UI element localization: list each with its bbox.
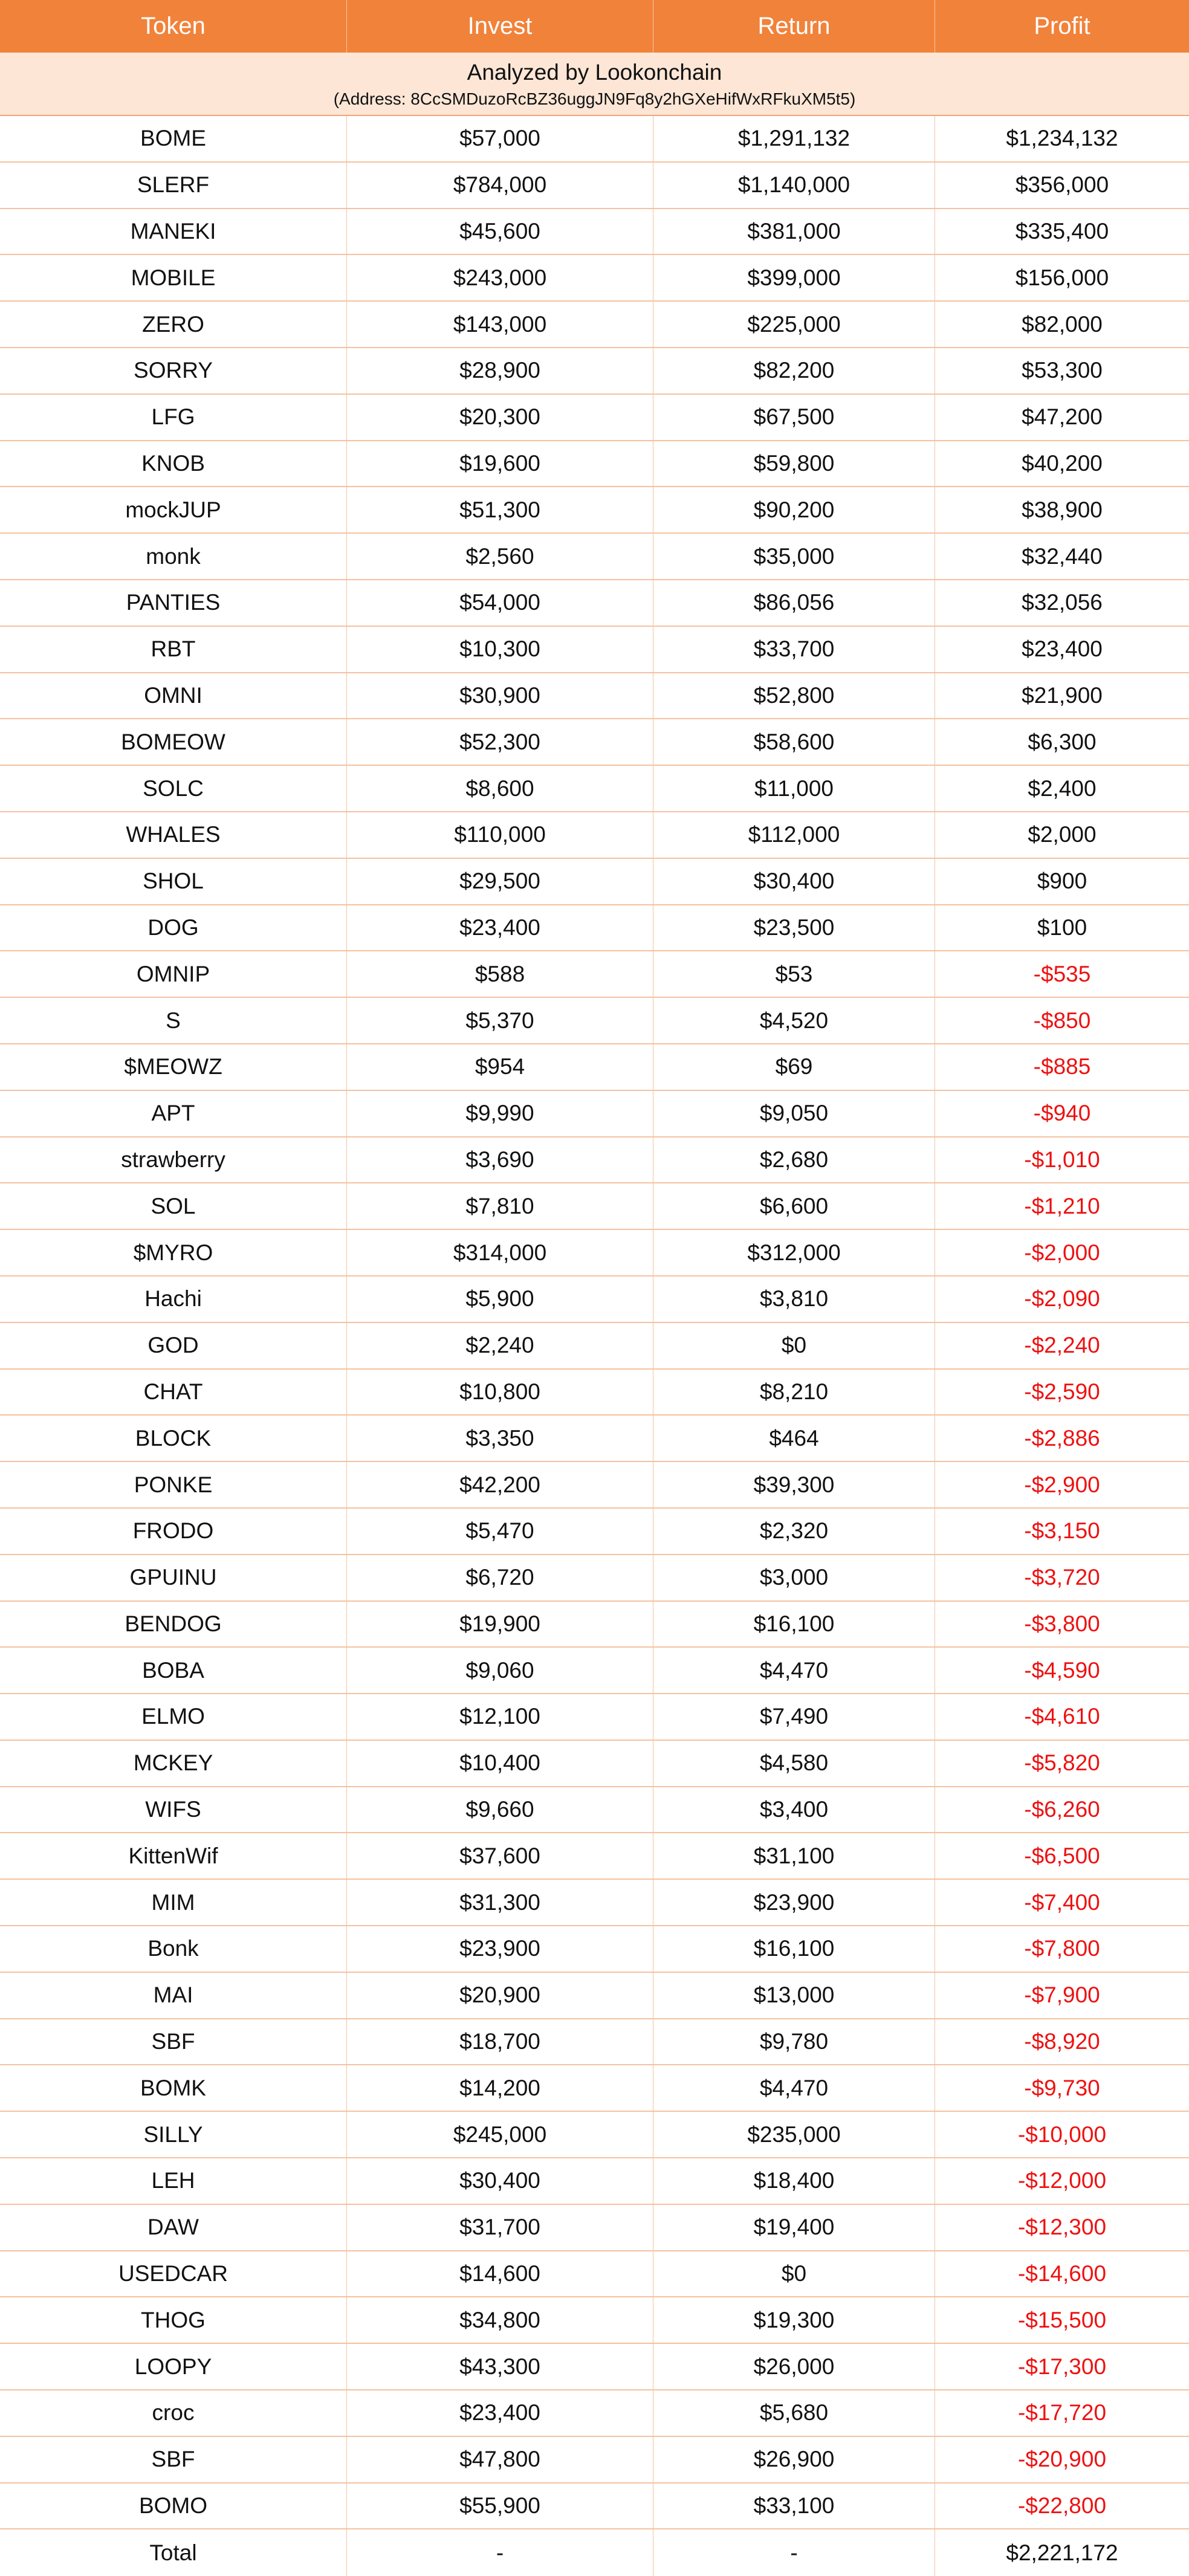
return-cell: $464 bbox=[653, 1416, 935, 1461]
table-row bbox=[0, 812, 1189, 859]
return-cell: $4,470 bbox=[653, 1648, 935, 1693]
table-row bbox=[0, 209, 1189, 256]
table-row bbox=[0, 1091, 1189, 1138]
invest-cell: $143,000 bbox=[347, 302, 653, 347]
token-cell: SBF bbox=[0, 2019, 347, 2065]
profit-cell: -$4,610 bbox=[1024, 1704, 1100, 1729]
total-row bbox=[0, 2529, 1189, 2576]
invest-cell: $52,300 bbox=[347, 719, 653, 765]
token-cell: PONKE bbox=[0, 1462, 347, 1507]
token-cell: LEH bbox=[0, 2158, 347, 2204]
return-cell: $90,200 bbox=[653, 487, 935, 532]
table-row bbox=[0, 2251, 1189, 2298]
token-cell: FRODO bbox=[0, 1509, 347, 1554]
invest-cell: $45,600 bbox=[347, 209, 653, 254]
return-cell: $399,000 bbox=[653, 255, 935, 300]
return-cell: $67,500 bbox=[653, 395, 935, 440]
invest-cell: $6,720 bbox=[347, 1555, 653, 1600]
token-cell: S bbox=[0, 998, 347, 1043]
profit-cell: -$5,820 bbox=[1024, 1750, 1100, 1776]
profit-cell: -$940 bbox=[1033, 1101, 1091, 1126]
return-cell: $16,100 bbox=[653, 1926, 935, 1972]
invest-cell: $30,400 bbox=[347, 2158, 653, 2204]
profit-cell: -$7,900 bbox=[1024, 1982, 1100, 2008]
token-cell: Hachi bbox=[0, 1277, 347, 1322]
table-row bbox=[0, 1370, 1189, 1416]
return-cell: $2,320 bbox=[653, 1509, 935, 1554]
token-cell: SLERF bbox=[0, 163, 347, 208]
invest-cell: $5,470 bbox=[347, 1509, 653, 1554]
token-cell: SILLY bbox=[0, 2112, 347, 2157]
invest-cell: $30,900 bbox=[347, 673, 653, 719]
return-cell: $4,520 bbox=[653, 998, 935, 1043]
token-cell: OMNI bbox=[0, 673, 347, 719]
return-cell: $3,000 bbox=[653, 1555, 935, 1600]
return-cell: $86,056 bbox=[653, 580, 935, 626]
invest-cell: $3,690 bbox=[347, 1138, 653, 1183]
return-cell: $18,400 bbox=[653, 2158, 935, 2204]
token-cell: BLOCK bbox=[0, 1416, 347, 1461]
profit-cell: -$535 bbox=[1033, 961, 1091, 986]
invest-cell: - bbox=[347, 2529, 653, 2576]
token-cell: mockJUP bbox=[0, 487, 347, 532]
table-row bbox=[0, 395, 1189, 441]
token-cell: BOME bbox=[0, 116, 347, 161]
return-cell: $8,210 bbox=[653, 1370, 935, 1415]
table-row bbox=[0, 859, 1189, 905]
profit-cell: -$12,000 bbox=[1017, 2168, 1107, 2193]
return-cell: $381,000 bbox=[653, 209, 935, 254]
invest-cell: $19,600 bbox=[347, 441, 653, 487]
profit-cell: $32,056 bbox=[1022, 590, 1103, 615]
token-cell: BOMEOW bbox=[0, 719, 347, 765]
analysis-banner bbox=[0, 53, 1189, 116]
profit-cell: -$6,500 bbox=[1024, 1843, 1100, 1868]
table-row bbox=[0, 766, 1189, 812]
header-invest: Invest bbox=[347, 0, 653, 53]
return-cell: $6,600 bbox=[653, 1183, 935, 1229]
return-cell: $53 bbox=[653, 951, 935, 997]
invest-cell: $20,300 bbox=[347, 395, 653, 440]
return-cell: $26,900 bbox=[653, 2437, 935, 2482]
return-cell: $16,100 bbox=[653, 1602, 935, 1647]
table-row bbox=[0, 1230, 1189, 1277]
token-cell: ZERO bbox=[0, 302, 347, 347]
token-cell: MCKEY bbox=[0, 1741, 347, 1786]
profit-cell: -$7,800 bbox=[1024, 1936, 1100, 1961]
table-row bbox=[0, 2390, 1189, 2437]
profit-cell: -$3,150 bbox=[1024, 1518, 1100, 1544]
invest-cell: $9,660 bbox=[347, 1787, 653, 1833]
invest-cell: $23,400 bbox=[347, 905, 653, 951]
invest-cell: $31,700 bbox=[347, 2205, 653, 2250]
profit-cell: -$6,260 bbox=[1024, 1797, 1100, 1822]
table-row bbox=[0, 580, 1189, 627]
table-row bbox=[0, 1277, 1189, 1323]
profit-cell: $100 bbox=[1037, 914, 1087, 940]
token-cell: PANTIES bbox=[0, 580, 347, 626]
table-row bbox=[0, 2112, 1189, 2158]
profit-cell: $38,900 bbox=[1022, 497, 1103, 522]
profit-cell: -$3,720 bbox=[1024, 1565, 1100, 1590]
profit-cell: $47,200 bbox=[1022, 404, 1103, 430]
invest-cell: $588 bbox=[347, 951, 653, 997]
table-row bbox=[0, 1602, 1189, 1648]
invest-cell: $10,300 bbox=[347, 627, 653, 672]
token-cell: BENDOG bbox=[0, 1602, 347, 1647]
profit-cell: $6,300 bbox=[1028, 729, 1097, 754]
token-cell: DOG bbox=[0, 905, 347, 951]
invest-cell: $2,240 bbox=[347, 1323, 653, 1368]
profit-cell: -$4,590 bbox=[1024, 1657, 1100, 1683]
table-row bbox=[0, 719, 1189, 766]
profit-cell: -$885 bbox=[1033, 1054, 1091, 1079]
table-row bbox=[0, 1741, 1189, 1787]
table-row bbox=[0, 951, 1189, 998]
table-header-row bbox=[0, 0, 1189, 53]
invest-cell: $314,000 bbox=[347, 1230, 653, 1275]
table-row bbox=[0, 441, 1189, 488]
token-cell: MANEKI bbox=[0, 209, 347, 254]
invest-cell: $54,000 bbox=[347, 580, 653, 626]
invest-cell: $9,990 bbox=[347, 1091, 653, 1136]
return-cell: $7,490 bbox=[653, 1694, 935, 1739]
invest-cell: $31,300 bbox=[347, 1880, 653, 1925]
return-cell: $11,000 bbox=[653, 766, 935, 811]
return-cell: $31,100 bbox=[653, 1833, 935, 1879]
return-cell: $82,200 bbox=[653, 348, 935, 393]
invest-cell: $51,300 bbox=[347, 487, 653, 532]
profit-cell: -$1,010 bbox=[1024, 1147, 1100, 1172]
profit-cell: -$2,090 bbox=[1024, 1286, 1100, 1312]
token-cell: LOOPY bbox=[0, 2344, 347, 2389]
token-cell: RBT bbox=[0, 627, 347, 672]
return-cell: $58,600 bbox=[653, 719, 935, 765]
invest-cell: $954 bbox=[347, 1044, 653, 1090]
profit-cell: -$8,920 bbox=[1024, 2029, 1100, 2054]
return-cell: $59,800 bbox=[653, 441, 935, 487]
table-row bbox=[0, 348, 1189, 395]
token-cell: CHAT bbox=[0, 1370, 347, 1415]
token-cell: SOL bbox=[0, 1183, 347, 1229]
invest-cell: $2,560 bbox=[347, 534, 653, 579]
profit-cell: $40,200 bbox=[1022, 450, 1103, 476]
profit-cell: $335,400 bbox=[1015, 218, 1109, 244]
token-cell: KNOB bbox=[0, 441, 347, 487]
table-row bbox=[0, 1183, 1189, 1230]
invest-cell: $243,000 bbox=[347, 255, 653, 300]
token-cell: BOMK bbox=[0, 2065, 347, 2111]
profit-cell: -$17,720 bbox=[1017, 2400, 1107, 2426]
token-cell: DAW bbox=[0, 2205, 347, 2250]
table-row bbox=[0, 1555, 1189, 1602]
return-cell: $33,100 bbox=[653, 2484, 935, 2529]
invest-cell: $12,100 bbox=[347, 1694, 653, 1739]
table-row bbox=[0, 1926, 1189, 1973]
return-cell: $4,580 bbox=[653, 1741, 935, 1786]
token-cell: MOBILE bbox=[0, 255, 347, 300]
token-cell: SOLC bbox=[0, 766, 347, 811]
token-cell: WIFS bbox=[0, 1787, 347, 1833]
token-cell: $MYRO bbox=[0, 1230, 347, 1275]
invest-cell: $9,060 bbox=[347, 1648, 653, 1693]
invest-cell: $23,400 bbox=[347, 2390, 653, 2436]
table-row bbox=[0, 1509, 1189, 1555]
invest-cell: $18,700 bbox=[347, 2019, 653, 2065]
invest-cell: $245,000 bbox=[347, 2112, 653, 2157]
invest-cell: $10,400 bbox=[347, 1741, 653, 1786]
profit-cell: $2,400 bbox=[1028, 775, 1097, 801]
invest-cell: $47,800 bbox=[347, 2437, 653, 2482]
return-cell: $19,300 bbox=[653, 2297, 935, 2343]
profit-cell: $2,221,172 bbox=[1006, 2540, 1118, 2565]
token-cell: SBF bbox=[0, 2437, 347, 2482]
table-row bbox=[0, 116, 1189, 163]
token-cell: USEDCAR bbox=[0, 2251, 347, 2297]
token-cell: APT bbox=[0, 1091, 347, 1136]
table-row bbox=[0, 1787, 1189, 1834]
return-cell: $9,050 bbox=[653, 1091, 935, 1136]
invest-cell: $34,800 bbox=[347, 2297, 653, 2343]
token-cell: LFG bbox=[0, 395, 347, 440]
profit-cell: -$3,800 bbox=[1024, 1611, 1100, 1636]
table-row bbox=[0, 998, 1189, 1044]
token-cell: $MEOWZ bbox=[0, 1044, 347, 1090]
table-row bbox=[0, 2158, 1189, 2205]
return-cell: $26,000 bbox=[653, 2344, 935, 2389]
return-cell: $13,000 bbox=[653, 1973, 935, 2018]
invest-cell: $7,810 bbox=[347, 1183, 653, 1229]
profit-cell: -$14,600 bbox=[1017, 2261, 1107, 2286]
return-cell: $235,000 bbox=[653, 2112, 935, 2157]
profit-cell: $82,000 bbox=[1022, 311, 1103, 337]
profit-cell: -$1,210 bbox=[1024, 1193, 1100, 1218]
token-cell: WHALES bbox=[0, 812, 347, 858]
invest-cell: $10,800 bbox=[347, 1370, 653, 1415]
table-row bbox=[0, 2344, 1189, 2390]
return-cell: $30,400 bbox=[653, 859, 935, 904]
return-cell: $39,300 bbox=[653, 1462, 935, 1507]
token-cell: GOD bbox=[0, 1323, 347, 1368]
return-cell: $0 bbox=[653, 2251, 935, 2297]
return-cell: $23,900 bbox=[653, 1880, 935, 1925]
header-profit: Profit bbox=[1034, 13, 1090, 39]
invest-cell: $5,900 bbox=[347, 1277, 653, 1322]
return-cell: $5,680 bbox=[653, 2390, 935, 2436]
token-cell: MIM bbox=[0, 1880, 347, 1925]
profit-cell: -$2,590 bbox=[1024, 1379, 1100, 1404]
token-cell: OMNIP bbox=[0, 951, 347, 997]
invest-cell: $28,900 bbox=[347, 348, 653, 393]
return-cell: $112,000 bbox=[653, 812, 935, 858]
table-row bbox=[0, 163, 1189, 209]
table-row bbox=[0, 627, 1189, 673]
invest-cell: $43,300 bbox=[347, 2344, 653, 2389]
return-cell: $33,700 bbox=[653, 627, 935, 672]
profit-cell: $32,440 bbox=[1022, 543, 1103, 569]
return-cell: $3,810 bbox=[653, 1277, 935, 1322]
table-row bbox=[0, 2205, 1189, 2251]
table-row bbox=[0, 1973, 1189, 2019]
profit-cell: $900 bbox=[1037, 869, 1087, 894]
table-row bbox=[0, 905, 1189, 952]
table-row bbox=[0, 1462, 1189, 1509]
return-cell: - bbox=[653, 2529, 935, 2576]
invest-cell: $14,600 bbox=[347, 2251, 653, 2297]
profit-cell: $21,900 bbox=[1022, 682, 1103, 708]
profit-cell: $356,000 bbox=[1015, 172, 1109, 198]
profit-cell: -$15,500 bbox=[1017, 2307, 1107, 2332]
invest-cell: $23,900 bbox=[347, 1926, 653, 1972]
banner-title: Analyzed by Lookonchain bbox=[467, 60, 722, 85]
token-cell: BOBA bbox=[0, 1648, 347, 1693]
invest-cell: $14,200 bbox=[347, 2065, 653, 2111]
invest-cell: $42,200 bbox=[347, 1462, 653, 1507]
table-row bbox=[0, 2484, 1189, 2530]
profit-cell: -$17,300 bbox=[1017, 2354, 1107, 2379]
return-cell: $312,000 bbox=[653, 1230, 935, 1275]
table-row bbox=[0, 1833, 1189, 1880]
return-cell: $23,500 bbox=[653, 905, 935, 951]
return-cell: $69 bbox=[653, 1044, 935, 1090]
table-row bbox=[0, 2019, 1189, 2066]
profit-cell: -$12,300 bbox=[1017, 2215, 1107, 2240]
token-cell: Total bbox=[0, 2529, 347, 2576]
token-cell: Bonk bbox=[0, 1926, 347, 1972]
profit-cell: -$850 bbox=[1033, 1008, 1091, 1033]
table-row bbox=[0, 1694, 1189, 1741]
return-cell: $19,400 bbox=[653, 2205, 935, 2250]
invest-cell: $19,900 bbox=[347, 1602, 653, 1647]
token-cell: croc bbox=[0, 2390, 347, 2436]
invest-cell: $29,500 bbox=[347, 859, 653, 904]
token-cell: monk bbox=[0, 534, 347, 579]
invest-cell: $784,000 bbox=[347, 163, 653, 208]
invest-cell: $55,900 bbox=[347, 2484, 653, 2529]
profit-cell: -$22,800 bbox=[1017, 2493, 1107, 2519]
token-cell: SHOL bbox=[0, 859, 347, 904]
wallet-address: (Address: 8CcSMDuzoRcBZ36uggJN9Fq8y2hGXeHifWxRFkuXM5t5) bbox=[333, 89, 856, 108]
profit-cell: -$2,900 bbox=[1024, 1472, 1100, 1497]
invest-cell: $37,600 bbox=[347, 1833, 653, 1879]
profit-cell: -$2,240 bbox=[1024, 1333, 1100, 1358]
header-return: Return bbox=[653, 0, 935, 53]
table-row bbox=[0, 1416, 1189, 1462]
token-cell: BOMO bbox=[0, 2484, 347, 2529]
invest-cell: $110,000 bbox=[347, 812, 653, 858]
token-cell: KittenWif bbox=[0, 1833, 347, 1879]
profit-cell: $53,300 bbox=[1022, 358, 1103, 383]
return-cell: $9,780 bbox=[653, 2019, 935, 2065]
profit-cell: -$9,730 bbox=[1024, 2075, 1100, 2100]
table-row bbox=[0, 673, 1189, 720]
token-cell: THOG bbox=[0, 2297, 347, 2343]
table-row bbox=[0, 487, 1189, 534]
invest-cell: $57,000 bbox=[347, 116, 653, 161]
return-cell: $52,800 bbox=[653, 673, 935, 719]
table-row bbox=[0, 2437, 1189, 2484]
return-cell: $0 bbox=[653, 1323, 935, 1368]
return-cell: $1,291,132 bbox=[653, 116, 935, 161]
invest-cell: $3,350 bbox=[347, 1416, 653, 1461]
profit-cell: $1,234,132 bbox=[1006, 126, 1118, 151]
profit-cell: $156,000 bbox=[1015, 265, 1109, 290]
table-row bbox=[0, 1880, 1189, 1926]
table-row bbox=[0, 1648, 1189, 1694]
table-row bbox=[0, 1044, 1189, 1091]
token-cell: ELMO bbox=[0, 1694, 347, 1739]
return-cell: $225,000 bbox=[653, 302, 935, 347]
token-cell: strawberry bbox=[0, 1138, 347, 1183]
table-row bbox=[0, 2297, 1189, 2344]
table-row bbox=[0, 1138, 1189, 1184]
table-row bbox=[0, 255, 1189, 302]
token-cell: SORRY bbox=[0, 348, 347, 393]
table-body bbox=[0, 116, 1189, 2576]
table-row bbox=[0, 2065, 1189, 2112]
profit-cell: -$20,900 bbox=[1017, 2447, 1107, 2472]
profit-cell: -$7,400 bbox=[1024, 1889, 1100, 1915]
token-cell: MAI bbox=[0, 1973, 347, 2018]
profit-cell: -$2,886 bbox=[1024, 1425, 1100, 1451]
profit-cell: $23,400 bbox=[1022, 636, 1103, 662]
table-row bbox=[0, 534, 1189, 580]
return-cell: $1,140,000 bbox=[653, 163, 935, 208]
profit-cell: -$10,000 bbox=[1017, 2121, 1107, 2147]
return-cell: $35,000 bbox=[653, 534, 935, 579]
table-row bbox=[0, 1323, 1189, 1370]
return-cell: $2,680 bbox=[653, 1138, 935, 1183]
return-cell: $4,470 bbox=[653, 2065, 935, 2111]
table-row bbox=[0, 302, 1189, 348]
profit-cell: -$2,000 bbox=[1024, 1240, 1100, 1265]
profit-cell: $2,000 bbox=[1028, 822, 1097, 847]
return-cell: $3,400 bbox=[653, 1787, 935, 1833]
invest-cell: $8,600 bbox=[347, 766, 653, 811]
header-token: Token bbox=[0, 0, 347, 53]
invest-cell: $20,900 bbox=[347, 1973, 653, 2018]
invest-cell: $5,370 bbox=[347, 998, 653, 1043]
token-cell: GPUINU bbox=[0, 1555, 347, 1600]
